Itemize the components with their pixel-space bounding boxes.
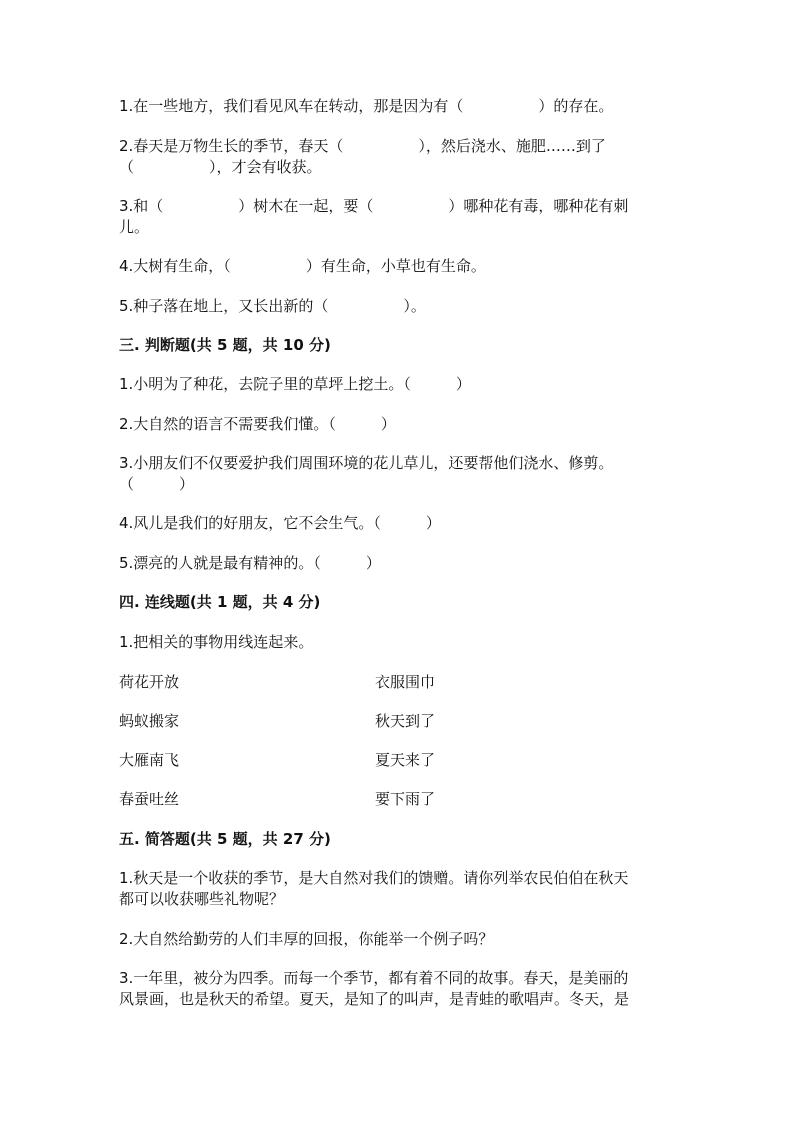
matching-right-item: 要下雨了 [375,790,436,808]
true-false-q1: 1.小明为了种花，去院子里的草坪上挖土。（ ） [119,375,471,393]
true-false-q3-line2: （ ） [119,475,195,493]
matching-left-item: 荷花开放 [119,673,180,691]
fill-blank-q5: 5.种子落在地上，又长出新的（ ）。 [119,297,426,315]
short-answer-q1-line1: 1.秋天是一个收获的季节，是大自然对我们的馈赠。请你列举农民伯伯在秋天 [119,869,629,887]
matching-question: 1.把相关的事物用线连起来。 [119,633,314,651]
fill-blank-q3-line1: 3.和（ ）树木在一起，要（ ）哪种花有毒，哪种花有刺 [119,197,629,215]
matching-right-item: 衣服围巾 [375,673,436,691]
matching-left-item: 春蚕吐丝 [119,790,180,808]
section-heading-matching: 四. 连线题(共 1 题，共 4 分) [119,593,321,611]
fill-blank-q3-line2: 儿。 [119,218,150,236]
true-false-q4: 4.风儿是我们的好朋友，它不会生气。（ ） [119,514,441,532]
true-false-q5: 5.漂亮的人就是最有精神的。（ ） [119,554,381,572]
short-answer-q3-line2: 风景画，也是秋天的希望。夏天，是知了的叫声，是青蛙的歌唱声。冬天，是 [119,990,630,1008]
short-answer-q1-line2: 都可以收获哪些礼物呢？ [119,890,285,908]
short-answer-q3-line1: 3.一年里，被分为四季。而每一个季节，都有着不同的故事。春天，是美丽的 [119,969,629,987]
fill-blank-q4: 4.大树有生命，（ ）有生命，小草也有生命。 [119,257,486,275]
short-answer-q2: 2.大自然给勤劳的人们丰厚的回报，你能举一个例子吗？ [119,930,494,948]
fill-blank-q1: 1.在一些地方，我们看见风车在转动，那是因为有（ ）的存在。 [119,97,614,115]
matching-left-item: 蚂蚁搬家 [119,712,180,730]
matching-left-item: 大雁南飞 [119,751,180,769]
section-heading-short-answer: 五. 简答题(共 5 题，共 27 分) [119,830,331,848]
fill-blank-q2-line2: （ ），才会有收获。 [119,158,322,176]
matching-right-item: 夏天来了 [375,751,436,769]
true-false-q3-line1: 3.小朋友们不仅要爱护我们周围环境的花儿草儿，还要帮他们浇水、修剪。 [119,454,614,472]
fill-blank-q2-line1: 2.春天是万物生长的季节，春天（ ），然后浇水、施肥……到了 [119,137,606,155]
section-heading-true-false: 三. 判断题(共 5 题，共 10 分) [119,336,331,354]
true-false-q2: 2.大自然的语言不需要我们懂。（ ） [119,415,396,433]
matching-right-item: 秋天到了 [375,712,436,730]
